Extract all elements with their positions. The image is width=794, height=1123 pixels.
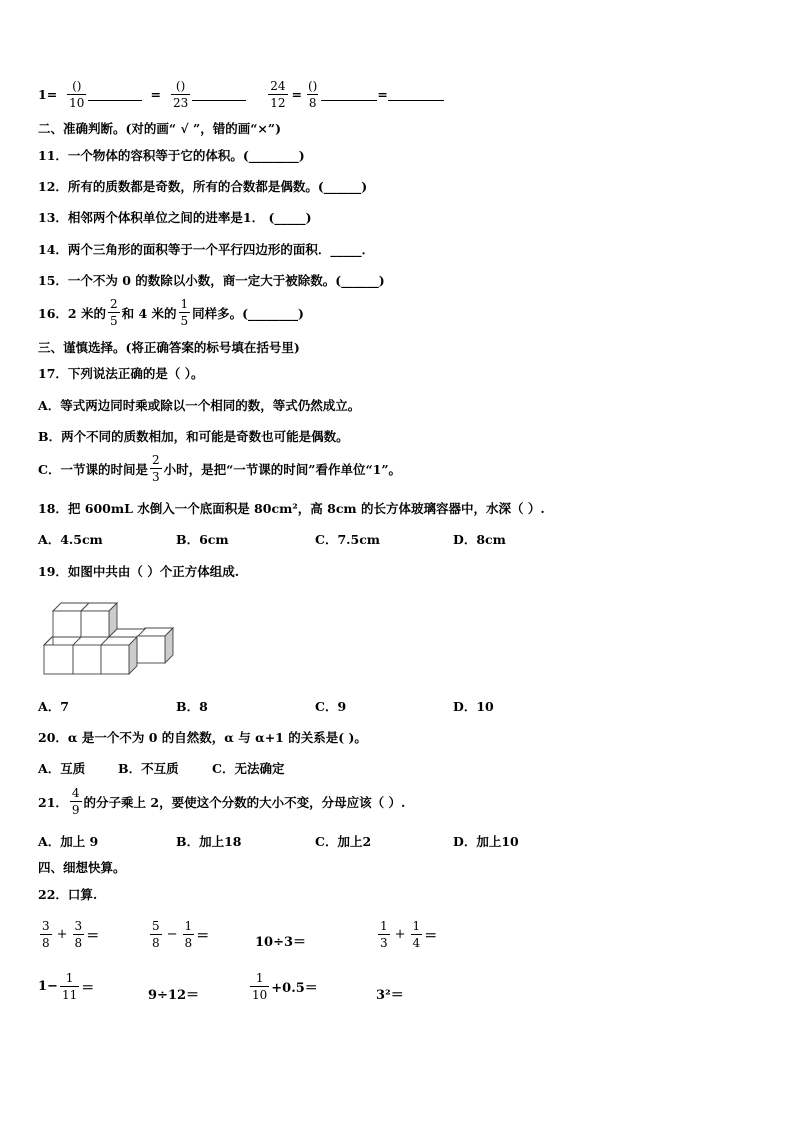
question-14: 14．两个三角形的面积等于一个平行四边形的面积．_____．	[38, 242, 375, 257]
fraction: $\frac{2}{3}$	[151, 453, 160, 484]
q18-option-d: D．8cm	[453, 532, 506, 547]
calc-2: $\frac{5}{8}$ − $\frac{1}{8}$ ＝	[152, 919, 210, 950]
q19-option-a: A．7	[38, 699, 69, 714]
q18-option-c: C．7.5cm	[315, 532, 381, 547]
calc-5: 1− $\frac{1}{11}$ ＝	[38, 971, 95, 1002]
q19-option-d: D．10	[453, 699, 494, 714]
q20-option-a: A．互质	[38, 761, 86, 776]
q21-option-c: C．加上2	[315, 834, 372, 849]
calc-3: 10÷3＝	[255, 935, 307, 950]
calc-8: 3²＝	[376, 988, 404, 1003]
equals-sign: =	[150, 87, 161, 102]
calc-6: 9÷12＝	[148, 988, 200, 1003]
q19-option-c: C．9	[315, 699, 347, 714]
question-13: 13．相邻两个体积单位之间的进率是1． (_____)	[38, 210, 312, 225]
fraction-3: $\frac{24}{12}$	[270, 79, 286, 110]
equals-sign: =	[377, 87, 388, 102]
lead-text: 1=	[38, 87, 58, 102]
calc-4: $\frac{1}{3}$ + $\frac{1}{4}$ ＝	[380, 919, 438, 950]
answer-blank[interactable]	[88, 88, 142, 101]
fraction-4: $\frac{()}{8}$	[307, 79, 318, 110]
question-21: 21． $\frac{4}{9}$ 的分子乘上 2，要使这个分数的大小不变，分母应该（ ）.	[38, 786, 406, 817]
question-11: 11．一个物体的容积等于它的体积。(________)	[38, 148, 305, 163]
q19-option-b: B．8	[176, 699, 208, 714]
section-2-heading: 二、准确判断。(对的画“ √ ”，错的画“×”)	[38, 121, 281, 136]
q20-option-c: C．无法确定	[212, 761, 285, 776]
fraction-fill-row	[38, 80, 444, 109]
answer-blank[interactable]	[321, 88, 377, 101]
q21-option-a: A．加上 9	[38, 834, 99, 849]
section-4-heading: 四、细想快算。	[38, 860, 126, 875]
cube-figure	[40, 600, 185, 680]
question-22: 22．口算.	[38, 887, 98, 902]
equals-sign: =	[291, 87, 302, 102]
q21-option-b: B．加上18	[176, 834, 242, 849]
fraction: $\frac{2}{5}$	[109, 297, 118, 328]
question-19: 19．如图中共由（ ）个正方体组成.	[38, 564, 240, 579]
q18-option-b: B．6cm	[176, 532, 229, 547]
question-12: 12．所有的质数都是奇数，所有的合数都是偶数。(______)	[38, 179, 368, 194]
question-17-option-a: A．等式两边同时乘或除以一个相同的数，等式仍然成立。	[38, 398, 361, 413]
q18-option-a: A．4.5cm	[38, 532, 103, 547]
fraction: $\frac{1}{5}$	[180, 297, 189, 328]
question-17-option-c: C．一节课的时间是 $\frac{2}{3}$ 小时，是把“一节课的时间”看作单位“1”。	[38, 453, 402, 484]
question-16: 16．2 米的 $\frac{2}{5}$ 和 4 米的 $\frac{1}{5}$ 同样多。(________)	[38, 297, 304, 328]
question-15: 15．一个不为 0 的数除以小数，商一定大于被除数。(______)	[38, 273, 385, 288]
question-17: 17．下列说法正确的是（ ）。	[38, 366, 204, 381]
section-3-heading: 三、谨慎选择。(将正确答案的标号填在括号里)	[38, 340, 300, 355]
q20-option-b: B．不互质	[118, 761, 179, 776]
fraction: $\frac{4}{9}$	[71, 786, 80, 817]
answer-blank[interactable]	[388, 88, 444, 101]
question-20: 20．α 是一个不为 0 的自然数，α 与 α+1 的关系是( )。	[38, 730, 367, 745]
question-17-option-b: B．两个不同的质数相加，和可能是奇数也可能是偶数。	[38, 429, 349, 444]
calc-7: $\frac{1}{10}$ +0.5＝	[252, 971, 318, 1002]
fraction-2: $\frac{()}{23}$	[172, 79, 189, 110]
question-18: 18．把 600mL 水倒入一个底面积是 80cm²，高 8cm 的长方体玻璃容器中，水深（ ）.	[38, 501, 545, 516]
q21-option-d: D．加上10	[453, 834, 519, 849]
calc-1: $\frac{3}{8}$ + $\frac{3}{8}$ ＝	[42, 919, 100, 950]
fraction-1: $\frac{()}{10}$	[69, 79, 85, 110]
answer-blank[interactable]	[192, 88, 246, 101]
